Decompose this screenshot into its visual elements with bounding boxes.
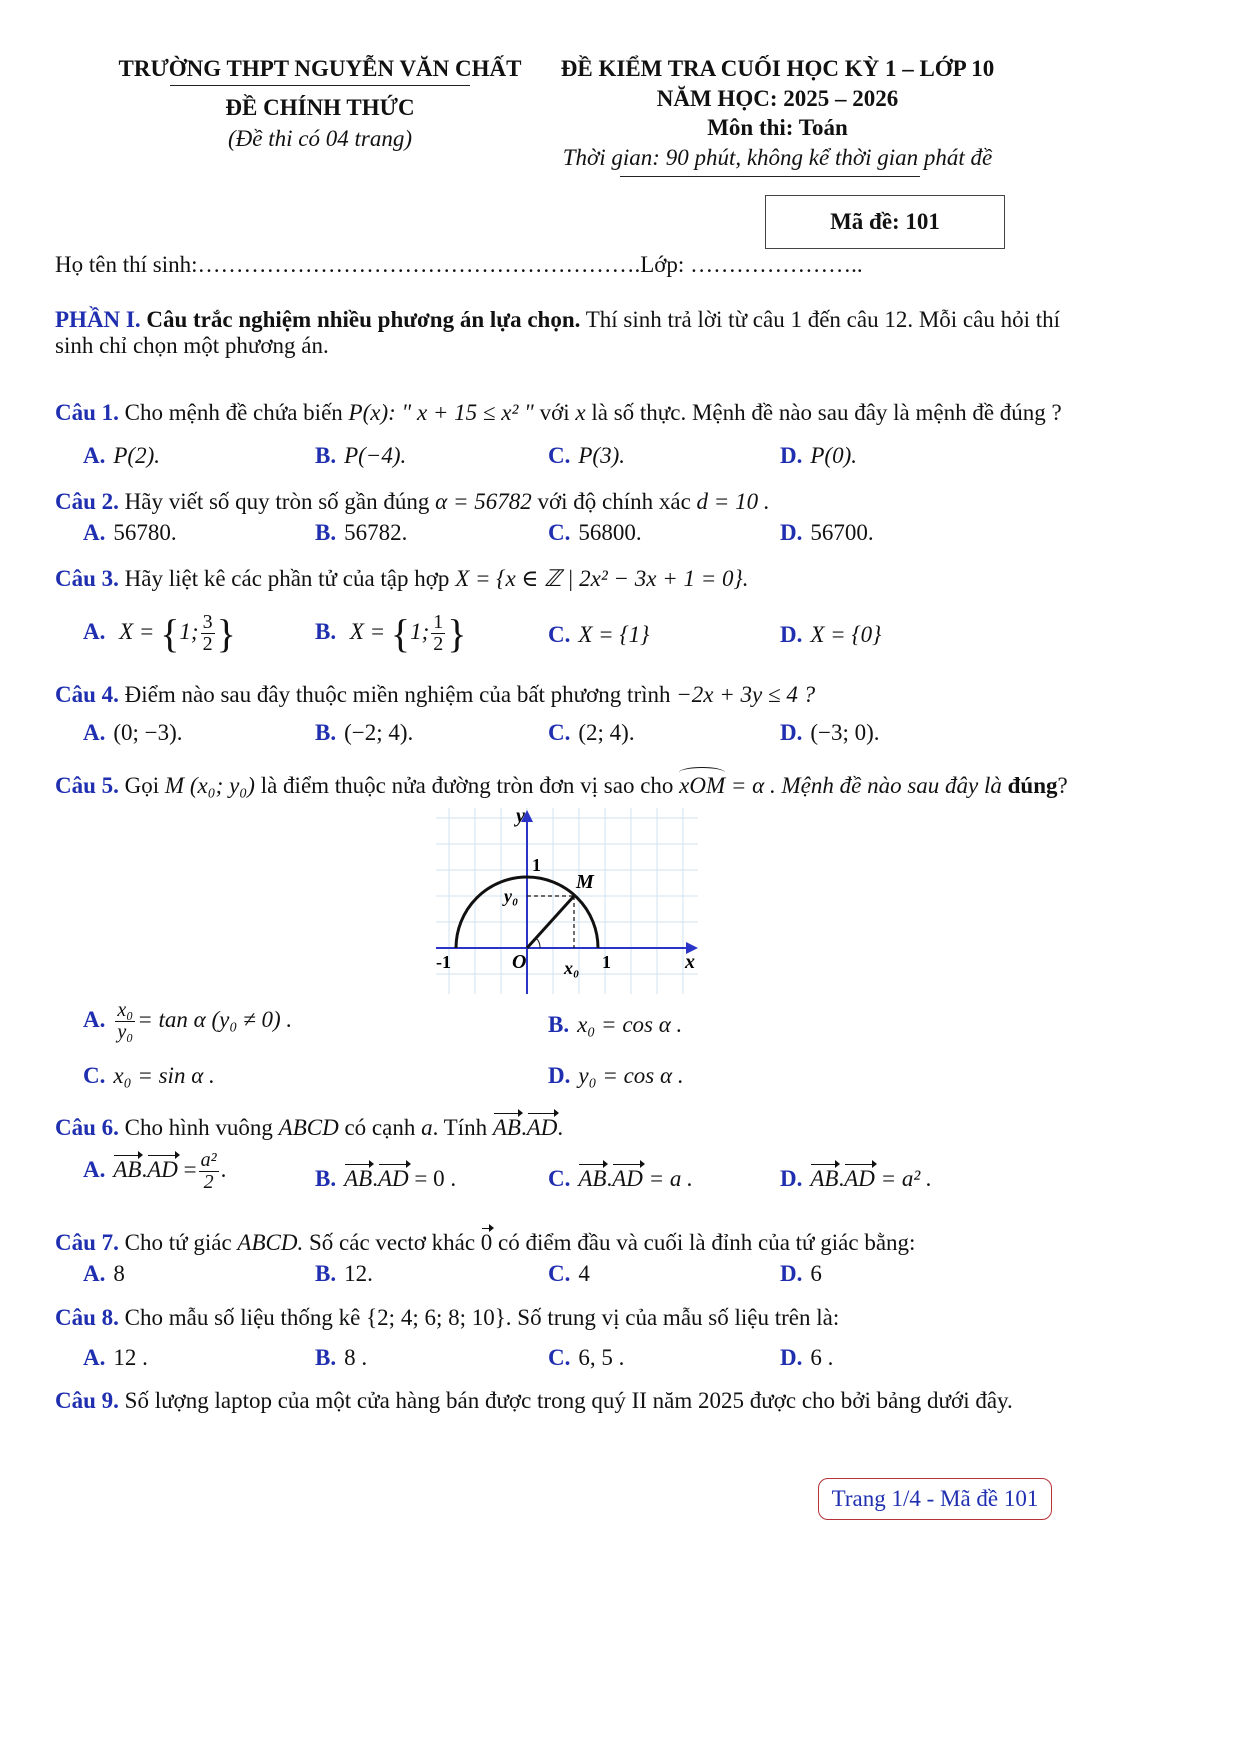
option-label: D. xyxy=(780,720,803,745)
question-number: Câu 1. xyxy=(55,400,119,425)
option-text: P(−4). xyxy=(344,443,407,468)
q6-option-d[interactable]: D. AB.AD = a² . xyxy=(780,1166,932,1191)
option-text: (−3; 0). xyxy=(810,720,880,745)
option-text: = a² . xyxy=(880,1166,932,1191)
question-text: Gọi xyxy=(124,773,160,798)
question-text: Cho hình vuông xyxy=(124,1115,273,1140)
option-text: (0; −3). xyxy=(113,720,183,745)
option-label: A. xyxy=(83,618,106,644)
vector-ab: AB xyxy=(492,1115,521,1140)
option-text: 6 . xyxy=(810,1345,834,1370)
option-label: C. xyxy=(548,443,571,468)
q4-option-c[interactable] xyxy=(548,720,635,746)
option-text: 12 . xyxy=(113,1345,148,1370)
tick-minus-one: -1 xyxy=(436,952,451,972)
question-text: là điểm thuộc nửa đường tròn đơn vị sao cho xyxy=(260,773,674,798)
option-label: B. xyxy=(315,1261,337,1286)
option-text: 56782. xyxy=(344,520,408,545)
q3-option-c[interactable] xyxy=(548,622,649,648)
vector-ad: AD xyxy=(612,1166,643,1191)
option-label: D. xyxy=(780,1345,803,1370)
math-variable: x xyxy=(575,400,586,425)
q8-option-d[interactable] xyxy=(780,1345,833,1371)
question-text: . Số trung vị của mẫu số liệu trên là: xyxy=(505,1305,840,1330)
vector-ad: AD xyxy=(844,1166,875,1191)
q1-option-c[interactable] xyxy=(548,443,625,469)
q7-option-c[interactable] xyxy=(548,1261,590,1287)
option-label: A. xyxy=(83,520,106,545)
option-label: D. xyxy=(780,520,803,545)
y0-label: y₀ xyxy=(504,886,519,906)
q1-option-b[interactable] xyxy=(315,443,406,469)
question-3 xyxy=(55,566,748,592)
q1-option-a[interactable] xyxy=(83,443,160,469)
option-text: = 0 . xyxy=(414,1166,457,1191)
question-text: Điểm nào sau đây thuộc miền nghiệm của bất phương trình xyxy=(124,682,671,707)
option-text: (2; 4). xyxy=(578,720,635,745)
part1-title: Câu trắc nghiệm nhiều phương án lựa chọn. xyxy=(146,307,581,332)
option-text: y₀ = cos α . xyxy=(578,1063,684,1088)
option-label: C. xyxy=(548,720,571,745)
fraction: $\frac{1}{2}$ xyxy=(433,611,444,655)
math-expression: = α . Mệnh đề nào sau đây là xyxy=(730,773,1002,798)
fraction: $\frac{\text{x₀}}{\text{y₀}}$ xyxy=(117,999,134,1043)
option-label: B. xyxy=(315,720,337,745)
page-footer xyxy=(818,1478,1052,1520)
q8-option-a[interactable] xyxy=(83,1345,148,1371)
q4-option-d[interactable] xyxy=(780,720,880,746)
vector-ab: AB xyxy=(810,1166,839,1191)
q6-option-c[interactable]: C. AB.AD = a . xyxy=(548,1166,693,1191)
q5-option-d[interactable] xyxy=(548,1063,684,1089)
q5-option-c[interactable] xyxy=(83,1063,215,1089)
q2-option-a[interactable] xyxy=(83,520,177,546)
option-label: A. xyxy=(83,1345,106,1370)
math-expression: P(x): " x + 15 ≤ x² " xyxy=(348,400,534,425)
question-1 xyxy=(55,400,1062,426)
x0-label: x₀ xyxy=(564,958,580,978)
option-text: = tan α (y₀ ≠ 0) . xyxy=(137,1006,293,1032)
option-text: 56700. xyxy=(810,520,874,545)
option-text: P(0). xyxy=(810,443,857,468)
option-text: 6 xyxy=(810,1261,822,1286)
option-label: C. xyxy=(548,622,571,647)
option-label: B. xyxy=(548,1012,570,1037)
official-label: ĐỀ CHÍNH THỨC xyxy=(225,95,415,120)
option-label: A. xyxy=(83,720,106,745)
question-text: . Tính xyxy=(432,1115,488,1140)
vector-ad: AD xyxy=(526,1115,558,1140)
y-axis-label: y xyxy=(516,808,525,827)
question-text: Số lượng laptop của một cửa hàng bán được trong quý II năm 2025 được cho bởi bảng dưới đây. xyxy=(124,1388,1013,1413)
option-text: 56800. xyxy=(578,520,642,545)
question-8 xyxy=(55,1305,839,1331)
fraction: $\frac{\text{a²}}{2}$ xyxy=(200,1149,217,1193)
school-name: TRƯỜNG THPT NGUYỄN VĂN CHẤT xyxy=(118,56,522,81)
question-6: Câu 6. Cho hình vuông ABCD có cạnh a. Tính AB.AD. xyxy=(55,1115,564,1140)
option-label: B. xyxy=(315,618,337,644)
option-label: D. xyxy=(780,1261,803,1286)
option-text: 6, 5 . xyxy=(578,1345,625,1370)
vector-ab: AB xyxy=(344,1166,373,1191)
option-label: B. xyxy=(315,1166,337,1191)
question-text: với xyxy=(539,400,570,425)
question-number: Câu 9. xyxy=(55,1388,119,1413)
option-text: P(2). xyxy=(113,443,160,468)
origin-label: O xyxy=(512,951,527,973)
q2-option-b[interactable] xyxy=(315,520,407,546)
q2-option-c[interactable] xyxy=(548,520,642,546)
option-text: = xyxy=(183,1156,197,1182)
question-2 xyxy=(55,489,770,515)
vector-ab: AB xyxy=(578,1166,607,1191)
part1-instruction: Thí sinh trả lời từ câu 1 đến câu 12. Mỗi câu hỏi thí xyxy=(585,307,1061,332)
vector-ab: AB xyxy=(113,1156,142,1182)
math-expression: X = {x ∈ ℤ | 2x² − 3x + 1 = 0}. xyxy=(455,566,749,591)
fraction: $\frac{3}{2}$ xyxy=(202,611,213,655)
school-year: NĂM HỌC: 2025 – 2026 xyxy=(656,86,899,111)
option-label: C. xyxy=(548,520,571,545)
option-label: D. xyxy=(548,1063,571,1088)
q5-option-a[interactable] xyxy=(83,1000,292,1043)
option-label: A. xyxy=(83,1156,106,1182)
question-number: Câu 5. xyxy=(55,773,119,798)
option-label: A. xyxy=(83,1261,106,1286)
q6-option-a[interactable]: A. AB.AD = $\frac{\text{a²}}{2}$ . xyxy=(83,1149,227,1193)
q3-option-a[interactable]: A. X = {1; $\frac{3}{2}$ } xyxy=(83,611,236,656)
q5-option-b[interactable] xyxy=(548,1012,682,1038)
question-number: Câu 3. xyxy=(55,566,119,591)
time-underline xyxy=(620,176,920,177)
option-text: (−2; 4). xyxy=(344,720,414,745)
math-expression: ABCD. xyxy=(237,1230,304,1255)
math-expression: α = 56782 xyxy=(435,489,532,514)
question-text: ? xyxy=(1057,773,1068,798)
option-label: D. xyxy=(780,443,803,468)
math-expression: −2x + 3y ≤ 4 ? xyxy=(676,682,816,707)
option-label: C. xyxy=(548,1345,571,1370)
option-label: B. xyxy=(315,1345,337,1370)
tick-one-right: 1 xyxy=(602,952,611,972)
option-text: 8 . xyxy=(344,1345,368,1370)
q1-option-d[interactable] xyxy=(780,443,857,469)
question-number: Câu 2. xyxy=(55,489,119,514)
exam-code-box xyxy=(765,195,1005,249)
point-m-label: M xyxy=(576,871,594,893)
emphasis: đúng xyxy=(1007,773,1058,798)
subject: Môn thi: Toán xyxy=(707,115,848,140)
option-label: A. xyxy=(83,1006,106,1032)
q7-option-b[interactable] xyxy=(315,1261,373,1287)
option-text: x₀ = sin α . xyxy=(113,1063,215,1088)
question-text: Hãy liệt kê các phần tử của tập hợp xyxy=(124,566,450,591)
student-info-line: Họ tên thí sinh:………………………………………………….Lớp: ………………….. xyxy=(55,252,863,277)
q6-option-b[interactable]: B. AB.AD = 0 . xyxy=(315,1166,457,1191)
q3-option-b[interactable]: B. X = {1; $\frac{1}{2}$ } xyxy=(315,611,467,656)
question-9 xyxy=(55,1388,1013,1414)
unit-semicircle-figure xyxy=(436,808,698,994)
q7-option-a[interactable] xyxy=(83,1261,125,1287)
option-text: X = {0} xyxy=(810,622,882,647)
school-underline xyxy=(170,85,470,86)
q8-option-c[interactable] xyxy=(548,1345,624,1371)
question-text: Cho mẫu số liệu thống kê xyxy=(124,1305,361,1330)
question-text: Cho tứ giác xyxy=(124,1230,232,1255)
part1-label: PHẦN I. xyxy=(55,307,141,332)
q4-option-a[interactable] xyxy=(83,720,183,746)
exam-title: ĐỀ KIỂM TRA CUỐI HỌC KỲ 1 – LỚP 10 xyxy=(560,56,995,81)
question-7 xyxy=(55,1230,915,1256)
math-expression: {2; 4; 6; 8; 10} xyxy=(366,1305,506,1330)
question-4 xyxy=(55,682,815,708)
option-text: 8 xyxy=(113,1261,125,1286)
q4-option-b[interactable] xyxy=(315,720,413,746)
q7-option-d[interactable] xyxy=(780,1261,822,1287)
q3-option-d[interactable] xyxy=(780,622,881,648)
question-text: có cạnh xyxy=(344,1115,416,1140)
math-variable: a xyxy=(421,1115,433,1140)
option-text: X = {1} xyxy=(578,622,650,647)
option-label: C. xyxy=(83,1063,106,1088)
question-number: Câu 8. xyxy=(55,1305,119,1330)
question-text: là số thực. Mệnh đề nào sau đây là mệnh đề đúng ? xyxy=(591,400,1062,425)
question-text: Số các vectơ khác xyxy=(308,1230,476,1255)
part1-heading xyxy=(55,307,1060,333)
exam-time: Thời gian: 90 phút, không kể thời gian phát đề xyxy=(562,145,993,170)
exam-code: Mã đề: 101 xyxy=(830,209,940,234)
x-axis-label: x xyxy=(685,951,695,973)
question-text: Hãy viết số quy tròn số gần đúng xyxy=(124,489,430,514)
math-expression: ABCD xyxy=(278,1115,339,1140)
option-label: A. xyxy=(83,443,106,468)
question-5 xyxy=(55,773,1068,799)
q2-option-d[interactable] xyxy=(780,520,874,546)
question-text: với độ chính xác xyxy=(537,489,691,514)
option-label: D. xyxy=(780,622,803,647)
option-label: C. xyxy=(548,1166,571,1191)
option-label: B. xyxy=(315,443,337,468)
math-expression: d = 10 . xyxy=(696,489,770,514)
tick-one-top: 1 xyxy=(532,855,541,875)
zero-vector: 0 xyxy=(480,1230,493,1255)
footer-text: Trang 1/4 - Mã đề 101 xyxy=(831,1486,1039,1511)
option-text: x₀ = cos α . xyxy=(577,1012,683,1037)
math-expression: M (x₀; y₀) xyxy=(164,773,255,798)
option-label: D. xyxy=(780,1166,803,1191)
option-text: P(3). xyxy=(578,443,625,468)
question-text: Cho mệnh đề chứa biến xyxy=(124,400,343,425)
question-number: Câu 4. xyxy=(55,682,119,707)
question-text: có điểm đầu và cuối là đỉnh của tứ giác bằng: xyxy=(498,1230,916,1255)
pages-note: (Đề thi có 04 trang) xyxy=(228,126,412,151)
q8-option-b[interactable] xyxy=(315,1345,367,1371)
option-text: 12. xyxy=(344,1261,373,1286)
option-label: B. xyxy=(315,520,337,545)
question-number: Câu 7. xyxy=(55,1230,119,1255)
option-label: C. xyxy=(548,1261,571,1286)
vector-ad: AD xyxy=(147,1156,178,1182)
option-text: 4 xyxy=(578,1261,590,1286)
angle-arc: xOM xyxy=(679,773,726,798)
option-text: = a . xyxy=(648,1166,693,1191)
vector-ad: AD xyxy=(377,1166,409,1191)
question-number: Câu 6. xyxy=(55,1115,119,1140)
part1-instruction-2: sinh chỉ chọn một phương án. xyxy=(55,333,329,358)
option-text: 56780. xyxy=(113,520,177,545)
